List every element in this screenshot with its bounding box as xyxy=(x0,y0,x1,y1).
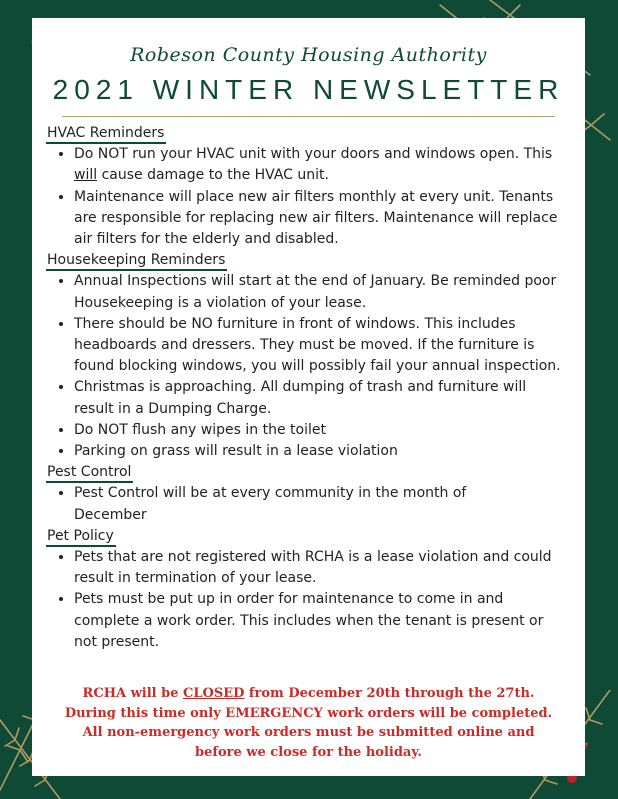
bullet-list xyxy=(46,547,569,653)
section-heading: Housekeeping Reminders xyxy=(46,251,227,271)
notice-line: RCHA will be CLOSED from December 20th through the 27th. xyxy=(82,686,535,701)
list-item: • Pest Control will be at every community in the month of December xyxy=(74,483,509,525)
section-pest-control xyxy=(46,462,569,526)
bullet-list xyxy=(46,271,569,462)
list-item: • Pets must be put up in order for maintenance to come in and complete a work order. This includes when the tenant is present or not present. xyxy=(74,589,569,653)
holiday-closure-notice xyxy=(32,684,585,762)
list-item: • Maintenance will place new air filters monthly at every unit. Tenants are responsible for replacing new air filters. Maintenance will replace air filters for the elderly and disabled. xyxy=(74,187,569,251)
organization-name: Robeson County Housing Authority xyxy=(130,44,487,66)
list-item: • Parking on grass will result in a lease violation xyxy=(74,441,569,462)
closed-emphasis: CLOSED xyxy=(183,686,245,701)
list-item: • Christmas is approaching. All dumping of trash and furniture will result in a Dumping Charge. xyxy=(74,377,569,419)
newsletter-card xyxy=(32,18,585,776)
section-pet-policy xyxy=(46,526,569,653)
header-divider xyxy=(62,116,555,117)
list-item: • Do NOT flush any wipes in the toilet xyxy=(74,420,569,441)
bullet-list xyxy=(46,144,569,250)
list-item: • There should be NO furniture in front of windows. This includes headboards and dressers. They must be moved. If the furniture is found blocking windows, you will possibly fail your annual inspection. xyxy=(74,314,569,378)
notice-line: During this time only EMERGENCY work orders will be completed. xyxy=(64,705,553,721)
list-item: • Annual Inspections will start at the end of January. Be reminded poor Housekeeping is a violation of your lease. xyxy=(74,271,569,313)
section-hvac xyxy=(46,123,569,250)
notice-line: before we close for the holiday. xyxy=(195,744,422,760)
section-heading: Pest Control xyxy=(46,463,133,483)
section-heading: HVAC Reminders xyxy=(46,124,166,144)
list-item: • Pets that are not registered with RCHA is a lease violation and could result in termination of your lease. xyxy=(74,547,569,589)
newsletter-title: 2021 WINTER NEWSLETTER xyxy=(52,74,565,105)
section-heading: Pet Policy xyxy=(46,527,116,547)
list-item: • Do NOT run your HVAC unit with your doors and windows open. This will cause damage to the HVAC unit. xyxy=(74,144,569,186)
bullet-list xyxy=(46,483,569,525)
notice-line: All non-emergency work orders must be submitted online and xyxy=(82,725,535,740)
newsletter-body xyxy=(46,123,569,653)
section-housekeeping xyxy=(46,250,569,462)
